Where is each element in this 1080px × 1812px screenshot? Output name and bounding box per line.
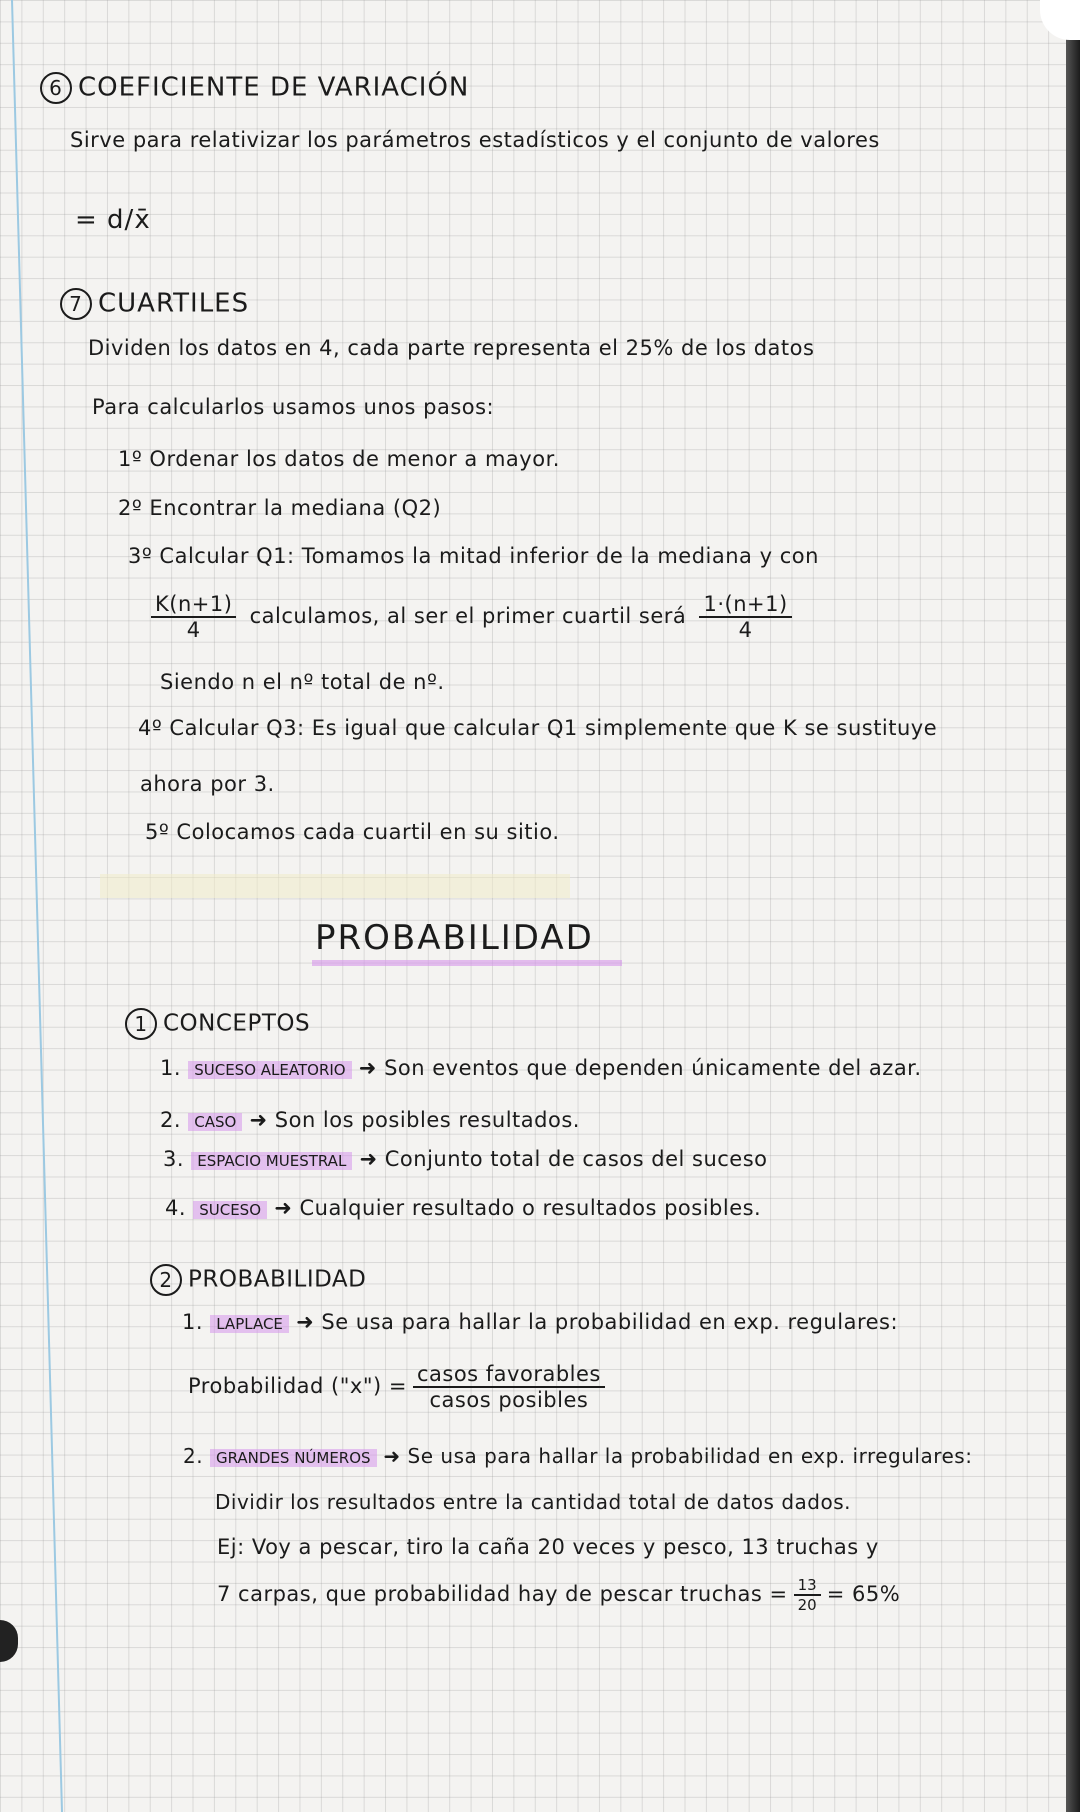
fraction [794, 1576, 821, 1614]
page-title: PROBABILIDAD [315, 918, 594, 958]
step-4: 4º Calcular Q3: Es igual que calcular Q1 simplemente que K se sustituye [138, 716, 938, 740]
fraction [151, 592, 236, 642]
denominator: 4 [738, 618, 753, 642]
definition: Se usa para hallar la probabilidad en exp. irregulares: [407, 1444, 973, 1468]
formula-left: Probabilidad ("x") = [188, 1374, 407, 1398]
step-5: 5º Colocamos cada cuartil en su sitio. [145, 820, 560, 844]
term: LAPLACE [210, 1315, 289, 1333]
definition: Se usa para hallar la probabilidad en exp. regulares: [321, 1310, 899, 1334]
section-7-heading [60, 288, 249, 320]
example-line [217, 1576, 900, 1614]
step-1: 1º Ordenar los datos de menor a mayor. [118, 447, 560, 471]
section-6-heading [40, 72, 469, 104]
section-number: 6 [40, 72, 72, 104]
concept-item: 3. ESPACIO MUESTRAL ➜ Conjunto total de casos del suceso [163, 1147, 768, 1171]
text: calculamos, al ser el primer cuartil será [249, 604, 687, 628]
numerator: casos favorables [413, 1362, 605, 1388]
numerator: 1·(n+1) [699, 592, 791, 618]
section-title: PROBABILIDAD [188, 1266, 367, 1293]
item-number: 1. [182, 1310, 204, 1334]
result: = 65% [826, 1582, 901, 1606]
laplace-formula [188, 1362, 611, 1412]
numerator: K(n+1) [151, 592, 236, 618]
definition: Conjunto total de casos del suceso [384, 1147, 768, 1171]
page-edge [1066, 0, 1080, 1812]
step-3-formula [145, 592, 798, 642]
concept-item: 1. SUCESO ALEATORIO ➜ Son eventos que dependen únicamente del azar. [160, 1056, 922, 1080]
denominator: 20 [797, 1596, 817, 1614]
item-number: 3. [163, 1147, 185, 1171]
section-number: 2 [150, 1264, 182, 1296]
text-line: ahora por 3. [140, 772, 275, 796]
section-title: COEFICIENTE DE VARIACIÓN [78, 72, 470, 103]
definition: Son eventos que dependen únicamente del azar. [384, 1056, 922, 1080]
text: 7 carpas, que probabilidad hay de pescar truchas = [217, 1582, 788, 1606]
term: ESPACIO MUESTRAL [191, 1152, 352, 1170]
fraction [413, 1362, 605, 1412]
section-number: 7 [60, 288, 92, 320]
conceptos-heading [125, 1008, 310, 1040]
faint-highlight [100, 874, 570, 898]
definition: Cualquier resultado o resultados posibles. [299, 1196, 762, 1220]
text-line: Ej: Voy a pescar, tiro la caña 20 veces y pesco, 13 truchas y [217, 1535, 879, 1559]
grandes-numeros-line: 2. GRANDES NÚMEROS ➜ Se usa para hallar la probabilidad en exp. irregulares: [183, 1444, 973, 1468]
probabilidad-heading [150, 1264, 366, 1296]
cv-description: Sirve para relativizar los parámetros estadísticos y el conjunto de valores [70, 128, 880, 152]
item-number: 4. [165, 1196, 187, 1220]
cv-formula: = d/x̄ [75, 205, 151, 235]
item-number: 2. [160, 1108, 182, 1132]
term: GRANDES NÚMEROS [210, 1449, 377, 1467]
denominator: 4 [186, 618, 201, 642]
term: CASO [188, 1113, 242, 1131]
step-3: 3º Calcular Q1: Tomamos la mitad inferior de la mediana y con [128, 544, 819, 568]
numerator: 13 [794, 1576, 821, 1596]
item-number: 2. [183, 1444, 204, 1468]
section-title: CUARTILES [98, 288, 250, 319]
section-number: 1 [125, 1008, 157, 1040]
text-line: Dividir los resultados entre la cantidad total de datos dados. [215, 1490, 851, 1514]
laplace-line: 1. LAPLACE ➜ Se usa para hallar la probabilidad en exp. regulares: [182, 1310, 899, 1334]
text-line: Siendo n el nº total de nº. [160, 670, 445, 694]
step-2: 2º Encontrar la mediana (Q2) [118, 496, 442, 520]
title-underline [312, 960, 622, 966]
term: SUCESO ALEATORIO [188, 1061, 351, 1079]
concept-item: 4. SUCESO ➜ Cualquier resultado o resultados posibles. [165, 1196, 762, 1220]
term: SUCESO [193, 1201, 267, 1219]
text-line: Para calcularlos usamos unos pasos: [92, 395, 495, 419]
definition: Son los posibles resultados. [274, 1108, 580, 1132]
item-number: 1. [160, 1056, 182, 1080]
text-line: Dividen los datos en 4, cada parte representa el 25% de los datos [88, 336, 815, 360]
concept-item: 2. CASO ➜ Son los posibles resultados. [160, 1108, 580, 1132]
denominator: casos posibles [429, 1388, 589, 1412]
fraction [699, 592, 791, 642]
section-title: CONCEPTOS [163, 1010, 311, 1037]
